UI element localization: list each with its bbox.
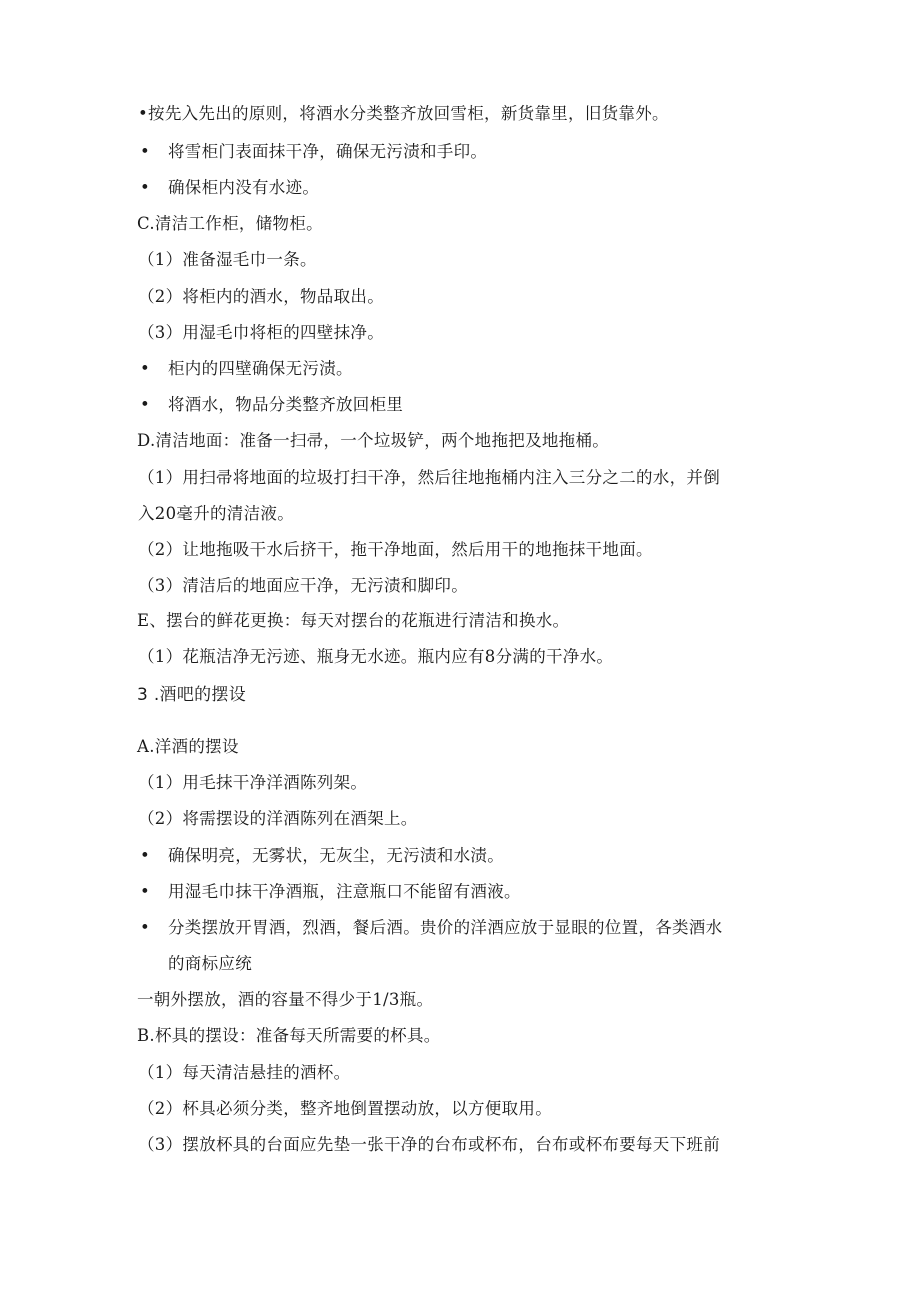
- bullet-icon: •: [140, 178, 151, 197]
- paragraph-line: （1）花瓶洁净无污迹、瓶身无水迹。瓶内应有8分满的干净水。: [138, 647, 614, 666]
- chapter-heading: 3 .酒吧的摆设: [137, 685, 247, 705]
- paragraph-line: （1）每天清洁悬挂的酒杯。: [138, 1063, 351, 1082]
- bullet-item: [140, 916, 722, 940]
- section-heading: D.清洁地面：准备一扫帚，一个垃圾铲，两个地拖把及地拖桶。: [137, 431, 610, 450]
- paragraph-line: （2）杯具必须分类，整齐地倒置摆动放，以方便取用。: [138, 1099, 552, 1118]
- bullet-icon: •: [140, 395, 151, 414]
- paragraph-line: （1）用毛抹干净洋酒陈列架。: [138, 773, 368, 792]
- bullet-text: 确保柜内没有水迹。: [168, 178, 320, 197]
- paragraph-line: （2）将需摆设的洋酒陈列在酒架上。: [138, 809, 418, 828]
- paragraph-line: （1）用扫帚将地面的垃圾打扫干净，然后往地拖桶内注入三分之二的水，并倒: [138, 468, 720, 487]
- paragraph-line: （2）将柜内的酒水，物品取出。: [138, 287, 384, 306]
- bullet-icon: •: [140, 882, 151, 901]
- bullet-icon: •: [140, 359, 151, 378]
- bullet-item: [140, 880, 521, 904]
- bullet-item: [140, 140, 487, 164]
- section-heading: A.洋酒的摆设: [137, 737, 239, 756]
- section-heading: B.杯具的摆设：准备每天所需要的杯具。: [137, 1026, 441, 1045]
- bullet-text: 柜内的四壁确保无污渍。: [168, 359, 353, 378]
- paragraph-line: （3）清洁后的地面应干净，无污渍和脚印。: [138, 576, 468, 595]
- bullet-text: 将雪柜门表面抹干净，确保无污渍和手印。: [168, 142, 488, 161]
- paragraph-line: 一朝外摆放，酒的容量不得少于1/3瓶。: [137, 990, 434, 1009]
- bullet-continuation: 的商标应统: [168, 954, 252, 973]
- bullet-text: 分类摆放开胃酒，烈酒，餐后酒。贵价的洋酒应放于显眼的位置，各类酒水: [168, 918, 723, 937]
- bullet-item: [140, 176, 319, 200]
- paragraph-line: （3）摆放杯具的台面应先垫一张干净的台布或杯布，台布或杯布要每天下班前: [138, 1135, 720, 1154]
- bullet-text: 确保明亮，无雾状，无灰尘，无污渍和水渍。: [168, 846, 504, 865]
- bullet-item: [140, 844, 504, 868]
- bullet-item: [140, 393, 403, 417]
- paragraph-line: 入20毫升的清洁液。: [138, 504, 294, 523]
- section-heading: E、摆台的鲜花更换：每天对摆台的花瓶进行清洁和换水。: [137, 611, 570, 630]
- section-heading: C.清洁工作柜，储物柜。: [137, 214, 323, 233]
- bullet-item: [140, 357, 353, 381]
- bullet-text: 将酒水，物品分类整齐放回柜里: [168, 395, 404, 414]
- bullet-icon: •: [140, 142, 151, 161]
- paragraph-line: （2）让地拖吸干水后挤干，拖干净地面，然后用干的地拖抹干地面。: [138, 540, 653, 559]
- bullet-icon: •: [140, 846, 151, 865]
- paragraph-line: （1）准备湿毛巾一条。: [138, 250, 317, 269]
- bullet-icon: •: [140, 918, 151, 937]
- bullet-text: 用湿毛巾抹干净酒瓶，注意瓶口不能留有酒液。: [168, 882, 521, 901]
- paragraph-line: •按先入先出的原则，将酒水分类整齐放回雪柜，新货靠里，旧货靠外。: [138, 104, 669, 123]
- paragraph-line: （3）用湿毛巾将柜的四壁抹净。: [138, 323, 384, 342]
